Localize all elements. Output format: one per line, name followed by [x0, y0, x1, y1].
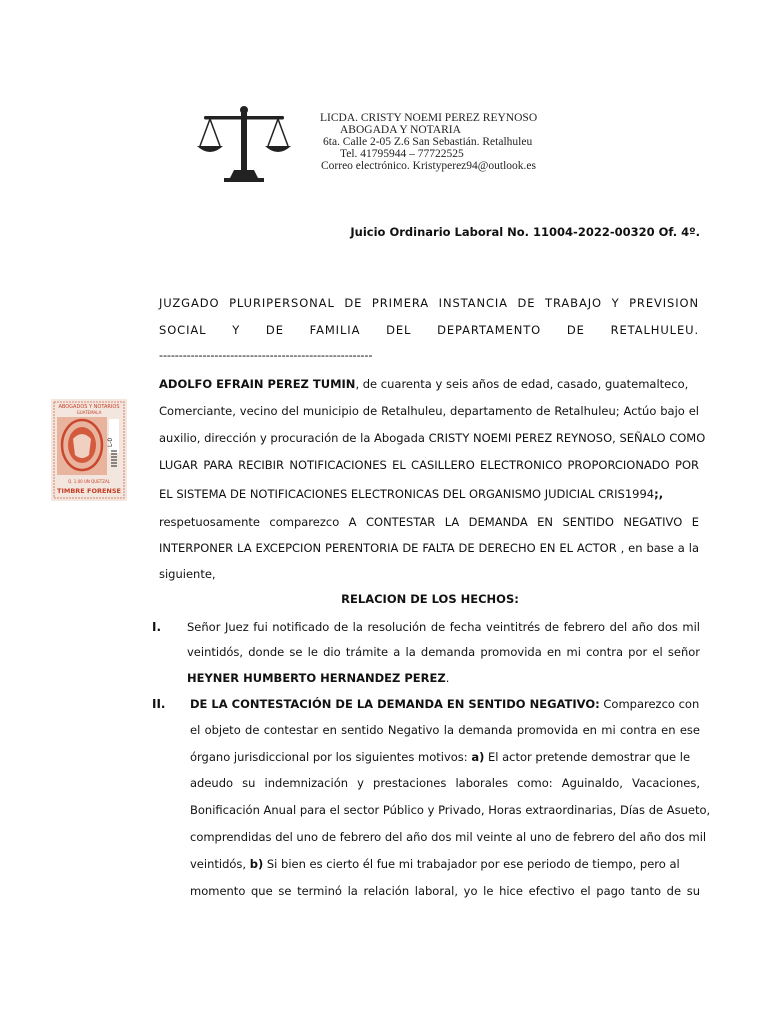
- letterhead: [320, 112, 550, 174]
- scales-of-justice-logo-icon: [196, 104, 292, 184]
- lawyer-title: ABOGADA Y NOTARIA: [340, 124, 461, 136]
- item-1-line-2: veintidós, donde se le dio trámite a la demanda promovida en mi contra por el señor: [187, 645, 700, 659]
- item-2-line-2: el objeto de contestar en sentido Negativo la demanda promovida en mi contra en ese: [190, 723, 700, 737]
- intro-line-5: EL SISTEMA DE NOTIFICACIONES ELECTRONICAS DEL ORGANISMO JUDICIAL CRIS1994;,: [159, 487, 664, 501]
- item-2-line-8: momento que se terminó la relación laboral, yo le hice efectivo el pago tanto de su: [190, 884, 700, 898]
- case-reference: Juicio Ordinario Laboral No. 11004-2022-00320 Of. 4º.: [350, 225, 700, 239]
- stamp-code-text: L-0: [107, 437, 114, 447]
- item-2-heading: DE LA CONTESTACIÓN DE LA DEMANDA EN SENTIDO NEGATIVO:: [190, 697, 600, 711]
- forensic-stamp-icon: [51, 399, 127, 501]
- intro-line-2: Comerciante, vecino del municipio de Retalhuleu, departamento de Retalhuleu; Actúo bajo el: [159, 404, 699, 418]
- item-1-numeral: I.: [152, 620, 162, 634]
- plaintiff-name: HEYNER HUMBERTO HERNANDEZ PEREZ: [187, 671, 446, 685]
- item-2-line-3: órgano jurisdiccional por los siguientes motivos: a) El actor pretende demostrar que le: [190, 750, 691, 764]
- item-2-line-4: adeudo su indemnización y prestaciones laborales como: Aguinaldo, Vacaciones,: [190, 776, 700, 790]
- item-2-line-5: Bonificación Anual para el sector Público y Privado, Horas extraordinarias, Días de Asueto,: [190, 803, 711, 817]
- court-line-1: JUZGADO PLURIPERSONAL DE PRIMERA INSTANCIA DE TRABAJO Y PREVISION: [159, 296, 699, 310]
- court-line-2: SOCIAL Y DE FAMILIA DEL DEPARTAMENTO DE RETALHULEU.: [159, 323, 699, 337]
- stamp-bottom-text: TIMBRE FORENSE: [57, 487, 121, 495]
- stamp-top-text: ABOGADOS Y NOTARIOS: [58, 404, 120, 410]
- lawyer-email: Correo electrónico. Kristyperez94@outlook.es: [321, 160, 536, 172]
- item-1-line-1: Señor Juez fui notificado de la resolución de fecha veintitrés de febrero del año dos mil: [187, 620, 700, 634]
- lawyer-address: 6ta. Calle 2-05 Z.6 San Sebastián. Retalhuleu: [323, 136, 533, 148]
- item-2-line-7: veintidós, b) Si bien es cierto él fue mi trabajador por ese periodo de tiempo, pero al: [190, 857, 680, 871]
- separator-dashes: ------------------------------------------------------: [159, 348, 373, 362]
- stamp-sub-text: GUATEMALA: [76, 410, 102, 415]
- intro-line-4: LUGAR PARA RECIBIR NOTIFICACIONES EL CASILLERO ELECTRONICO PROPORCIONADO POR: [159, 458, 699, 472]
- item-2-numeral: II.: [152, 697, 166, 711]
- item-1-line-3: HEYNER HUMBERTO HERNANDEZ PEREZ.: [187, 671, 450, 685]
- intro-line-1: ADOLFO EFRAIN PEREZ TUMIN, de cuarenta y seis años de edad, casado, guatemalteco,: [159, 377, 689, 391]
- intro-line-7: INTERPONER LA EXCEPCION PERENTORIA DE FALTA DE DERECHO EN EL ACTOR , en base a la: [159, 541, 699, 555]
- lawyer-phone: Tel. 41795944 – 77722525: [340, 148, 464, 160]
- intro-line-6: respetuosamente comparezco A CONTESTAR LA DEMANDA EN SENTIDO NEGATIVO E: [159, 515, 699, 529]
- section-title: RELACION DE LOS HECHOS:: [341, 592, 519, 606]
- item-2-line-6: comprendidas del uno de febrero del año dos mil veinte al uno de febrero del año dos mil: [190, 830, 707, 844]
- intro-line-8: siguiente,: [159, 567, 216, 581]
- intro-line-3: auxilio, dirección y procuración de la Abogada CRISTY NOEMI PEREZ REYNOSO, SEÑALO COMO: [159, 431, 706, 445]
- stamp-value-text: Q. 1.00 UN QUETZAL: [68, 479, 110, 484]
- item-2-line-1: DE LA CONTESTACIÓN DE LA DEMANDA EN SENTIDO NEGATIVO: Comparezco con: [190, 697, 700, 711]
- defendant-name: ADOLFO EFRAIN PEREZ TUMIN: [159, 377, 356, 391]
- lawyer-name: LICDA. CRISTY NOEMI PEREZ REYNOSO: [320, 112, 538, 124]
